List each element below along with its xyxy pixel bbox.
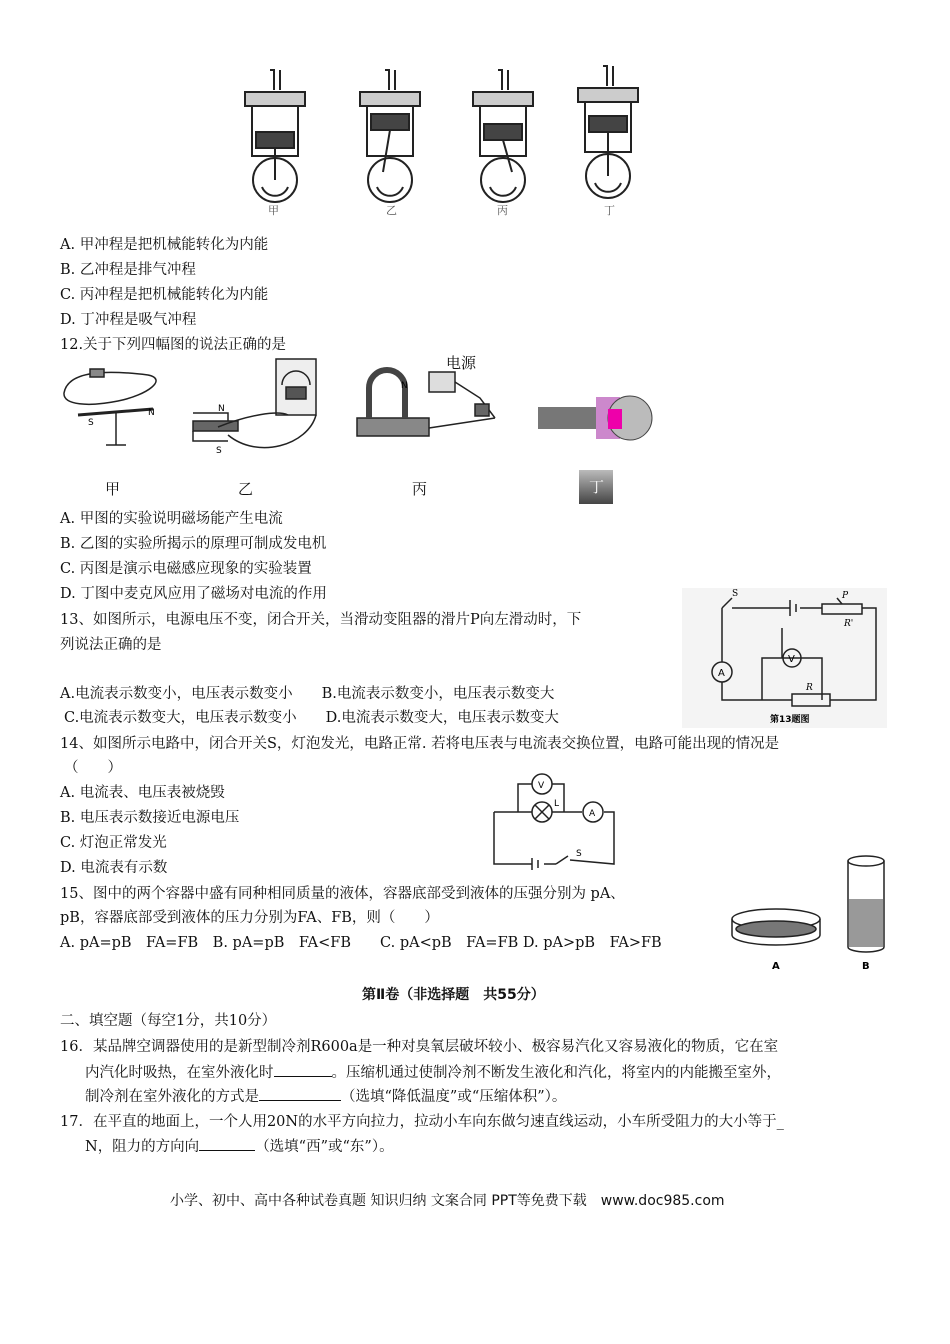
q12-option-c: C. 丙图是演示电磁感应现象的实验装置 <box>60 561 312 577</box>
power-source-label: 电源 <box>446 354 477 372</box>
q13-options-cd: C.电流表示数变大，电压表示数变小 D.电流表示数变大，电压表示数变大 <box>64 710 559 726</box>
q11-option-a: A. 甲冲程是把机械能转化为内能 <box>60 237 269 253</box>
q16-blank-1[interactable] <box>274 1062 332 1077</box>
q12-caption-yi: 乙 <box>238 480 254 498</box>
q17-line2-part2: （选填“西”或“东”）。 <box>255 1139 394 1155</box>
svg-text:S: S <box>216 446 222 456</box>
q12-figure-bing <box>355 368 505 448</box>
q13-circuit-figure <box>682 588 887 728</box>
q16-line2 <box>85 1062 781 1083</box>
q15-stem-line2: pB，容器底部受到液体的压力分别为FA、FB，则（ ） <box>60 910 439 926</box>
q13-label-rp: R' <box>844 619 854 629</box>
q12-option-b: B. 乙图的实验所揭示的原理可制成发电机 <box>60 536 327 552</box>
q13-options-ab: A.电流表示数变小，电压表示数变小 B.电流表示数变小，电压表示数变大 <box>60 686 555 702</box>
q14-option-c: C. 灯泡正常发光 <box>60 835 167 851</box>
q14-label-s: S <box>576 849 582 859</box>
q11-option-c: C. 丙冲程是把机械能转化为内能 <box>60 287 269 303</box>
q16-line2-part2: 。压缩机通过使制冷剂不断发生液化和汽化，将室内的内能搬至室外， <box>331 1065 781 1081</box>
q12-option-d: D. 丁图中麦克风应用了磁场对电流的作用 <box>60 586 327 602</box>
q13-stem-line2: 列说法正确的是 <box>60 637 162 653</box>
q14-label-v: V <box>538 781 545 791</box>
q11-option-b: B. 乙冲程是排气冲程 <box>60 262 196 278</box>
q15-stem-line1: 15、图中的两个容器中盛有同种相同质量的液体，容器底部受到液体的压强分别为 pA、 <box>60 886 625 902</box>
q17-line2 <box>85 1136 394 1157</box>
q14-option-d: D. 电流表有示数 <box>60 860 168 876</box>
q14-label-a: A <box>589 809 596 819</box>
q12-caption-ding: 丁 <box>589 478 605 496</box>
q16-line3-part2: （选填“降低温度”或“压缩体积”）。 <box>341 1089 567 1105</box>
q14-option-b: B. 电压表示数接近电源电压 <box>60 810 240 826</box>
q14-stem-line2: （ ） <box>64 760 122 776</box>
q17-line2-part1: N，阻力的方向向 <box>85 1139 200 1155</box>
q14-circuit-figure <box>492 770 617 870</box>
q13-label-v: V <box>788 654 795 665</box>
q14-label-l: L <box>554 799 560 809</box>
footer[interactable]: 小学、初中、高中各种试卷真题 知识归纳 文案合同 PPT等免费下载 www.doc985.com <box>170 1193 725 1209</box>
q12-caption-ding-box <box>579 470 613 504</box>
q12-figure-jia <box>58 365 168 455</box>
engine-caption-3: 丙 <box>497 204 508 217</box>
q13-label-r: R <box>806 683 813 693</box>
q12-caption-jia: 甲 <box>105 480 121 498</box>
q12-stem: 12.关于下列四幅图的说法正确的是 <box>60 337 287 353</box>
q12-option-a: A. 甲图的实验说明磁场能产生电流 <box>60 511 283 527</box>
q16-blank-2[interactable] <box>259 1086 341 1101</box>
q13-label-a: A <box>718 668 725 679</box>
q15-label-b: B <box>862 961 870 972</box>
q17-blank[interactable] <box>199 1136 255 1151</box>
svg-text:N: N <box>218 404 225 414</box>
engine-caption-2: 乙 <box>386 204 397 217</box>
svg-text:N: N <box>401 381 408 391</box>
q17-line1: 17．在平直的地面上，一个人用20N的水平方向拉力，拉动小车向东做匀速直线运动，小车所受阻力的大小等于_ <box>60 1114 784 1130</box>
q13-label-p: P <box>842 591 849 601</box>
q13-stem-line1: 13、如图所示，电源电压不变，闭合开关，当滑动变阻器的滑片P向左滑动时，下 <box>60 612 582 628</box>
svg-text:N: N <box>148 408 155 418</box>
q15-label-a: A <box>772 961 780 972</box>
q14-option-a: A. 电流表、电压表被烧毁 <box>60 785 225 801</box>
q16-line1: 16．某品牌空调器使用的是新型制冷剂R600a是一种对臭氧层破坏较小、极容易汽化又容易液化的物质，它在室 <box>60 1039 779 1055</box>
q16-line3-part1: 制冷剂在室外液化的方式是 <box>85 1089 259 1105</box>
svg-text:S: S <box>88 418 94 428</box>
q13-label-s: S <box>732 589 739 599</box>
engine-strokes-figure <box>240 62 640 222</box>
q12-caption-bing: 丙 <box>412 480 428 498</box>
q12-figure-yi <box>188 355 328 465</box>
part2-title: 第Ⅱ卷（非选择题 共55分） <box>362 987 545 1003</box>
q15-options: A. pA=pB FA=FB B. pA=pB FA<FB C. pA<pB FA=FB D. pA>pB FA>FB <box>60 935 662 951</box>
q16-line2-part1: 内汽化时吸热，在室外液化时 <box>85 1065 274 1081</box>
q15-containers-figure <box>730 855 900 975</box>
q13-figure-caption: 第13题图 <box>770 715 810 725</box>
q14-stem-line1: 14、如图所示电路中，闭合开关S，灯泡发光，电路正常. 若将电压表与电流表交换位置，电路可能出现的情况是 <box>60 736 780 752</box>
q16-line3 <box>85 1086 566 1107</box>
q12-figure-ding <box>538 385 653 450</box>
part2-section-heading: 二、填空题（每空1分，共10分） <box>60 1013 277 1029</box>
q11-option-d: D. 丁冲程是吸气冲程 <box>60 312 197 328</box>
engine-caption-1: 甲 <box>268 204 279 217</box>
engine-caption-4: 丁 <box>604 204 615 217</box>
